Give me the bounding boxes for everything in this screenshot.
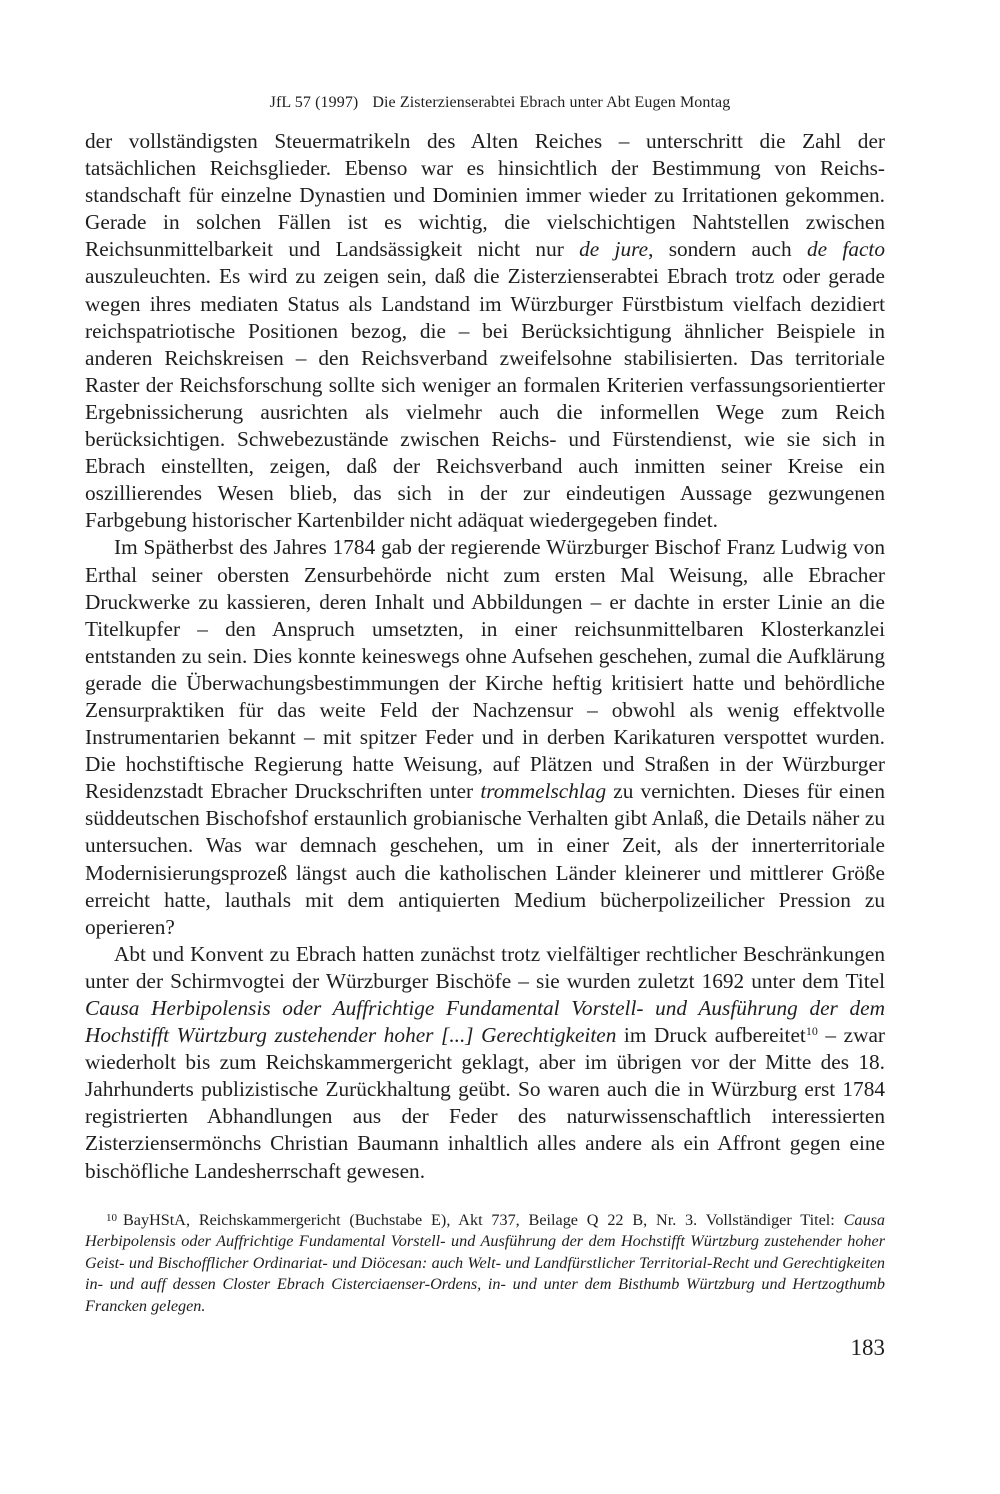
footnote-title: Causa Herbipolensis oder Auffrichtige Fundamental Vorstell- und Ausführung der dem Hochstifft Würtzburg zustehender hoher Geist- und Bischofflicher Ordinariat- und Diöcesan: auch Welt- und Landfürstlicher Territorial-Recht und Gerechtigkeiten in- und auff dessen Closter Ebrach Cisterciaenser-Ordens, in- und unter dem Bisthumb Würtzburg und Hertzogthumb Francken gelegen. — [85, 1211, 885, 1315]
italic-title: Causa Herbipolensis oder Auffrichtige Fundamental Vorstell- und Ausführung der dem Hochstifft Würtzburg zustehender hoher [...] Gerechtigkeiten — [85, 996, 885, 1048]
paragraph: der vollständigsten Steuermatrikeln des Alten Reiches – unterschritt die Zahl der tatsächlichen Reichsglieder. Ebenso war es hinsichtlich der Bestimmung von Reichsstandschaft für einzelne Dynastien und Dominien immer wieder zu Irritationen gekommen. Gerade in solchen Fällen ist es wichtig, die vielschichtigen Nahtstellen zwischen Reichsunmittelbarkeit und Landsässigkeit nicht nur de jure, sondern auch de facto auszuleuchten. Es wird zu zeigen sein, daß die Zisterzienserabtei Ebrach trotz oder gerade wegen ihres mediaten Status als Landstand im Würzburger Fürstbistum vielfach dezidiert reichspatriotische Positionen bezog, die – bei Berücksichtigung ähnlicher Beispiele in anderen Reichskreisen – den Reichsverband zweifelsohne stabilisierten. Das territoriale Raster der Reichsforschung sollte sich weniger an formalen Kriterien verfassungsorientierter Ergebnissicherung ausrichten als vielmehr auch die informellen Wege zum Reich berücksichtigen. Schwebezustände zwischen Reichs- und Fürstendienst, wie sie sich in Ebrach einstellten, zeigen, daß der Reichsverband auch inmitten seiner Kreise ein oszillierendes Wesen blieb, das sich in der zur eindeutigen Aussage gezwungenen Farbgebung historischer Kartenbilder nicht adäquat wiedergegeben findet. — [85, 129, 885, 533]
paragraph: Im Spätherbst des Jahres 1784 gab der regierende Würzburger Bischof Franz Ludwig von Erthal seiner obersten Zensurbehörde nicht zum ersten Mal Weisung, alle Ebracher Druckwerke zu kassieren, deren Inhalt und Abbildungen – er dachte in erster Linie an die Titelkupfer – den Anspruch umsetzten, in einer reichsunmittelbaren Klosterkanzlei entstanden zu sein. Dies konnte keineswegs ohne Aufsehen geschehen, zumal die Aufklärung gerade die Überwachungsbestimmungen der Kirche heftig kritisiert hatte und behördliche Zensurpraktiken für das weite Feld der Nachzensur – obwohl als wenig effektvolle Instrumentarien bekannt – mit spitzer Feder und in derben Karikaturen verspottet wurden. Die hochstiftische Regierung hatte Weisung, auf Plätzen und Straßen in der Würzburger Residenzstadt Ebracher Druckschriften unter trommelschlag zu vernichten. Dieses für einen süddeutschen Bischofshof erstaunlich grobianische Verhalten gibt Anlaß, die Details näher zu untersuchen. Was war demnach geschehen, um in einer Zeit, als der innerterritoriale Modernisierungsprozeß längst auch die katholischen Länder kleinerer und mittlerer Größe erreicht hatte, lauthals mit dem antiquierten Medium bücherpolizeilicher Pression zu operieren? — [85, 535, 885, 939]
journal-reference: JfL 57 (1997) — [269, 94, 359, 111]
italic-phrase: de jure — [579, 237, 649, 262]
page-number: 183 — [850, 1335, 885, 1360]
running-header — [0, 94, 1000, 112]
article-title: Die Zisterzienserabtei Ebrach unter Abt Eugen Montag — [372, 94, 731, 111]
paragraph: Abt und Konvent zu Ebrach hatten zunächst trotz vielfältiger rechtlicher Beschränkungen unter der Schirmvogtei der Würzburger Bischöfe – sie wurden zuletzt 1692 unter dem Titel Causa Herbipolensis oder Auffrichtige Fundamental Vorstell- und Ausführung der dem Hochstifft Würtzburg zustehender hoher [...] Gerechtigkeiten im Druck aufbereitet$^{10}$ – zwar wiederholt bis zum Reichskammergericht geklagt, aber im übrigen vor der Mitte des 18. Jahrhunderts publizistische Zurückhaltung geübt. So waren auch die in Würzburg erst 1784 registrierten Abhandlungen aus der Feder des naturwissenschaftlich interessierten Zisterziensermönchs Christian Baumann inhaltlich alles andere als ein Affront gegen eine bischöfliche Landesherrschaft gewesen. — [85, 941, 885, 1183]
footnote-reference[interactable]: 10 — [805, 1024, 818, 1039]
body-text — [85, 128, 885, 1185]
footnote-number: 10 — [106, 1212, 117, 1224]
footnote: $^{10}$ BayHStA, Reichskammergericht (Buchstabe E), Akt 737, Beilage Q 22 B, Nr. 3. Vollständiger Titel: Causa Herbipolensis oder Auffrichtige Fundamental Vorstell- und Ausführung der dem Hochstifft Würtzburg zustehender hoher Geist- und Bischofflicher Ordinariat- und Diöcesan: auch Welt- und Landfürstlicher Territorial-Recht und Gerechtigkeiten in- und auff dessen Closter Ebrach Cisterciaenser-Ordens, in- und unter dem Bisthumb Würtzburg und Hertzogthumb Francken gelegen. — [85, 1211, 885, 1315]
italic-phrase: de facto — [806, 237, 885, 262]
italic-phrase: trommelschlag — [480, 779, 607, 804]
